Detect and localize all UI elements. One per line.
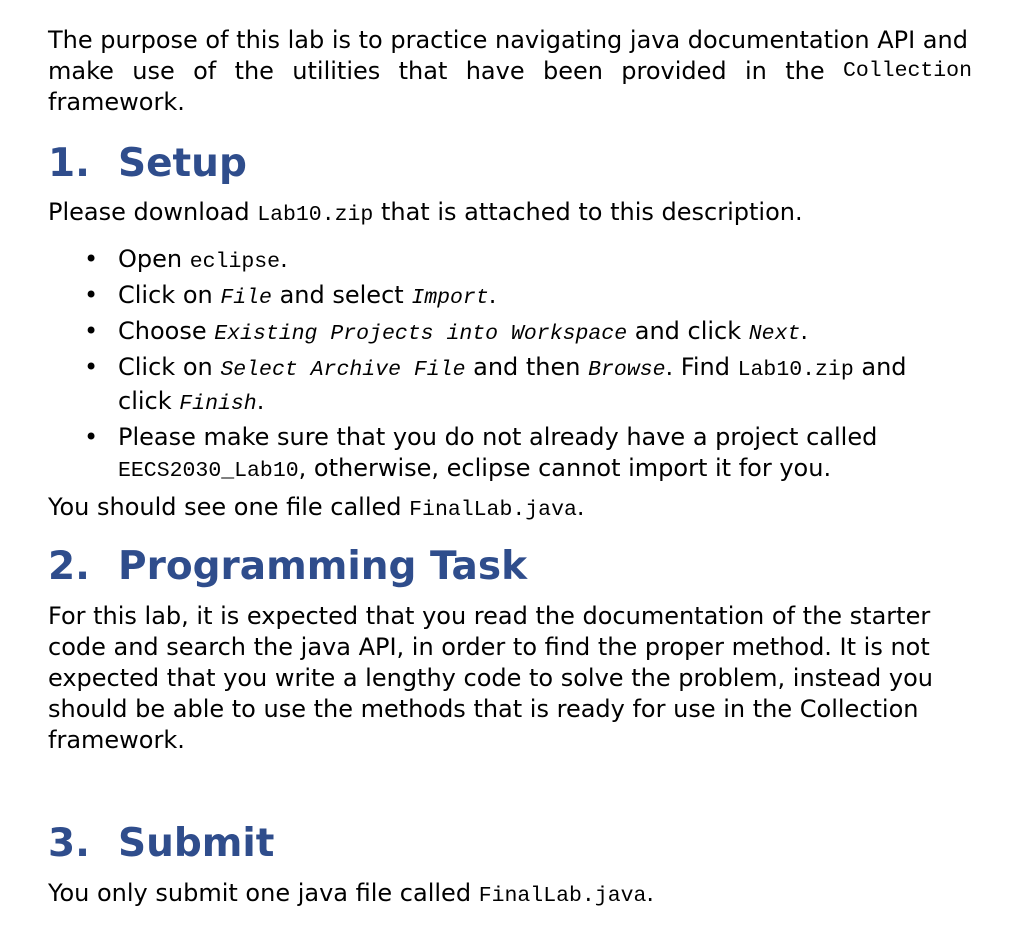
intro-paragraph — [48, 25, 972, 118]
download-instruction: Please download Lab10.zip that is attached to this description. — [48, 198, 803, 227]
setup-step-5 — [48, 422, 978, 487]
step-code-italic: Finish — [179, 392, 257, 416]
step-code-italic: Existing Projects into Workspace — [214, 322, 628, 346]
bullet-icon: • — [84, 281, 99, 309]
submit-instruction: You only submit one java file called FinalLab.java. — [48, 879, 655, 908]
bullet-icon: • — [84, 245, 99, 273]
step-code-italic: Browse — [588, 358, 666, 382]
step-text: . — [800, 317, 809, 345]
bullet-icon: • — [84, 423, 99, 451]
step-text: Click on — [118, 281, 221, 309]
step-text: . Find — [665, 353, 738, 381]
step-code: Lab10.zip — [737, 358, 854, 382]
step-text: and click — [627, 317, 749, 345]
step-code: EECS2030_Lab10 — [118, 459, 299, 483]
bullet-icon: • — [84, 317, 99, 345]
bullet-icon: • — [84, 353, 99, 381]
lab10-zip-code: Lab10.zip — [257, 203, 374, 227]
step-text: Click on — [118, 353, 221, 381]
programming-task-paragraph: For this lab, it is expected that you read the documentation of the starter code and search the java API, in order to find the proper method. It is not expected that you write a lengthy code to solve the problem, instead you should be able to use the methods that is ready for use in the Collection framework. — [48, 602, 933, 754]
step-text: . — [280, 245, 288, 273]
collection-code: Collection — [842, 59, 972, 83]
finallab-code: FinalLab.java — [409, 498, 577, 522]
step-text: and select — [271, 281, 412, 309]
step-text: and — [853, 353, 907, 381]
intro-line-1: The purpose of this lab is to practice navigating java documentation API and — [48, 26, 968, 54]
expected-file-note: You should see one file called FinalLab.java. — [48, 493, 585, 522]
step-text: Choose — [118, 317, 215, 345]
step-code-italic: Next — [748, 322, 801, 346]
setup-steps-list — [48, 244, 978, 489]
step-text: . — [256, 387, 265, 415]
submit-file-code: FinalLab.java — [478, 884, 647, 908]
intro-line-2: make use of the utilities that have been provided in the Collection — [48, 57, 972, 85]
step-code: eclipse — [189, 250, 281, 274]
section-submit-heading: 3. Submit — [48, 821, 275, 866]
step-text: , otherwise, eclipse cannot import it for you. — [298, 454, 832, 482]
step-code-italic: File — [220, 286, 272, 310]
step-code-italic: Import — [411, 286, 489, 310]
step-text: click — [118, 387, 180, 415]
section-programming-heading: 2. Programming Task — [48, 544, 528, 589]
step-text: Open — [118, 245, 190, 273]
setup-step-4 — [48, 352, 978, 420]
intro-line-3: framework. — [48, 88, 185, 116]
setup-step-1 — [48, 244, 978, 278]
section-setup-heading: 1. Setup — [48, 141, 247, 186]
step-text: and then — [465, 353, 589, 381]
setup-step-3 — [48, 316, 978, 350]
step-text: . — [488, 281, 497, 309]
step-code-italic: Select Archive File — [220, 358, 466, 382]
setup-step-2 — [48, 280, 978, 314]
step-text: Please make sure that you do not already have a project called — [118, 423, 878, 451]
